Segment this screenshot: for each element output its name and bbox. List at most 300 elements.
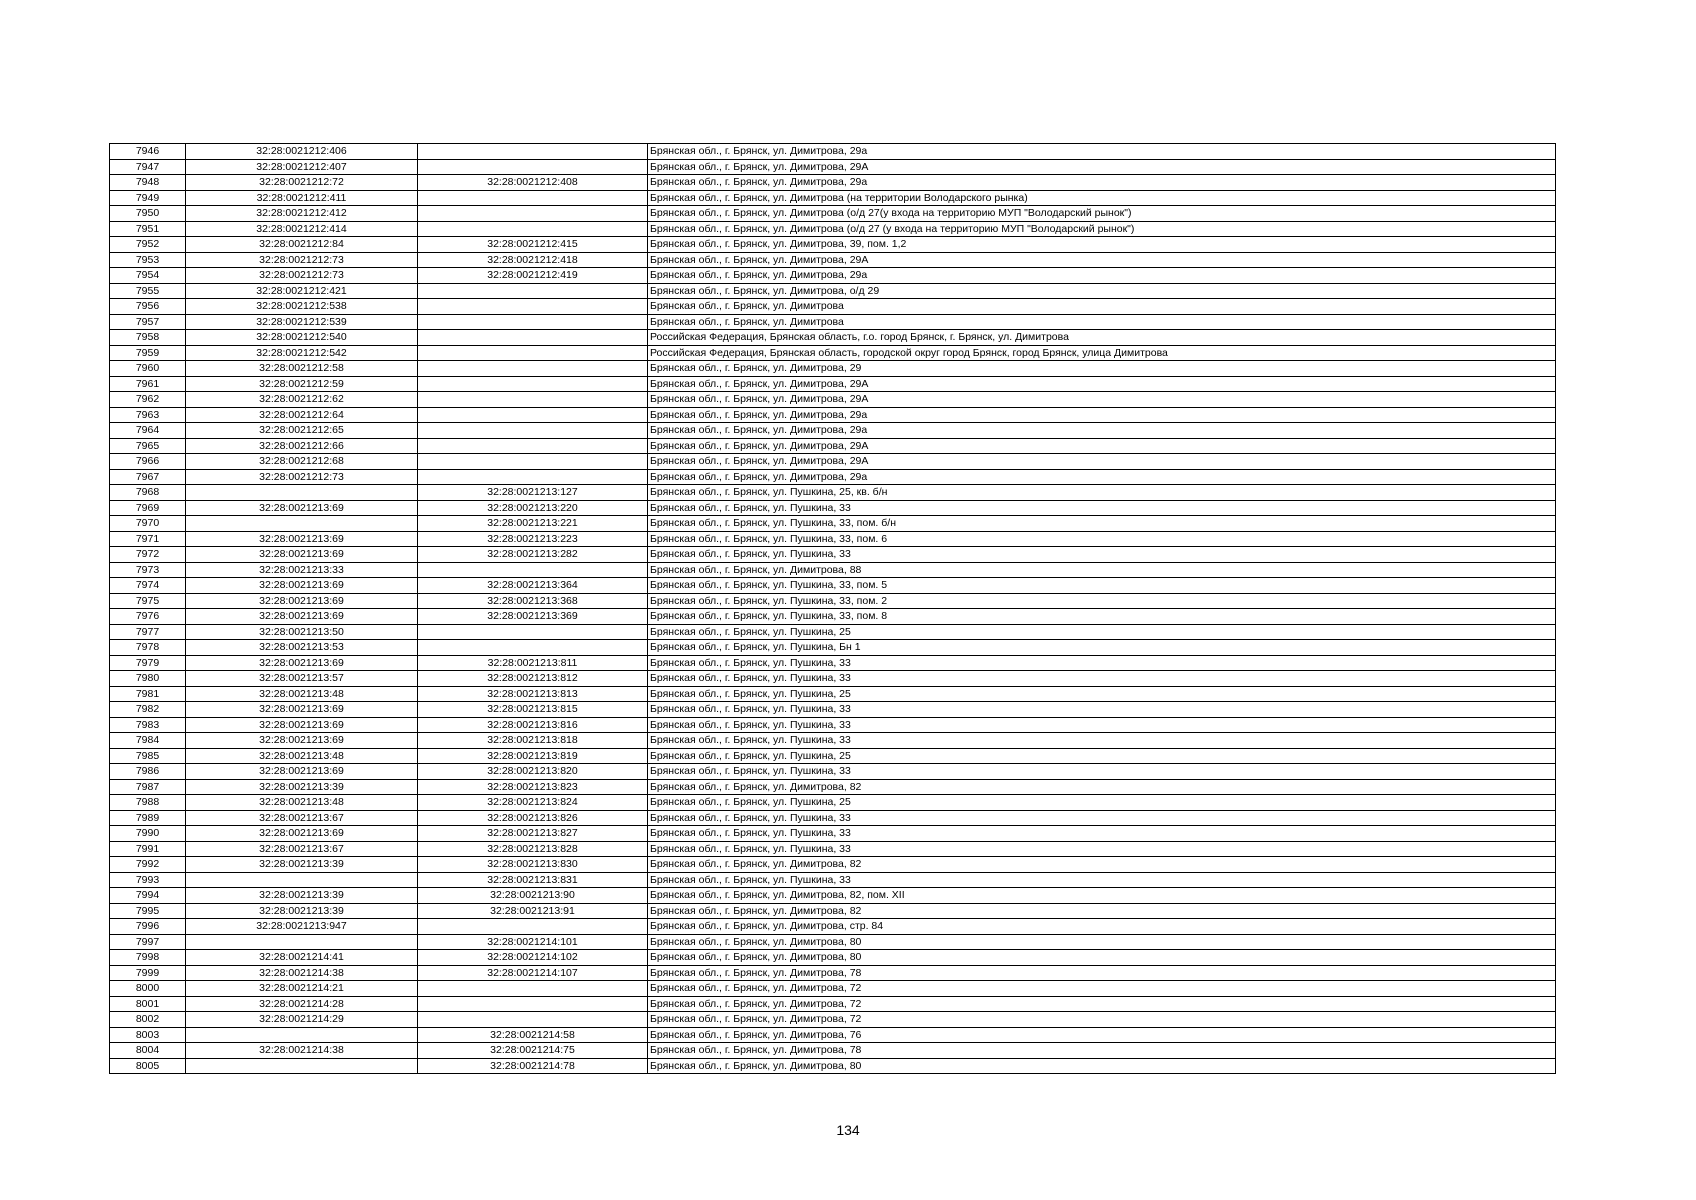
table-row (110, 330, 1556, 346)
object-number-cell: 32:28:0021213:369 (418, 609, 648, 625)
address-cell: Брянская обл., г. Брянск, ул. Пушкина, 33 (648, 702, 1556, 718)
table-row (110, 531, 1556, 547)
address-cell: Брянская обл., г. Брянск, ул. Димитрова, 29А (648, 252, 1556, 268)
parcel-number-cell: 32:28:0021214:21 (186, 981, 418, 997)
row-number-cell: 7957 (110, 314, 186, 330)
row-number-cell: 7962 (110, 392, 186, 408)
object-number-cell (418, 1012, 648, 1028)
table-row (110, 609, 1556, 625)
table-row (110, 888, 1556, 904)
row-number-cell: 7984 (110, 733, 186, 749)
parcel-number-cell: 32:28:0021213:39 (186, 903, 418, 919)
parcel-number-cell: 32:28:0021212:73 (186, 252, 418, 268)
parcel-number-cell (186, 1027, 418, 1043)
table-row (110, 717, 1556, 733)
parcel-number-cell: 32:28:0021212:406 (186, 144, 418, 160)
address-cell: Брянская обл., г. Брянск, ул. Димитрова (о/д 27 (у входа на территорию МУП "Володарский рынок") (648, 221, 1556, 237)
row-number-cell: 7968 (110, 485, 186, 501)
object-number-cell: 32:28:0021213:813 (418, 686, 648, 702)
address-cell: Брянская обл., г. Брянск, ул. Димитрова (на территории Володарского рынка) (648, 190, 1556, 206)
table-row (110, 562, 1556, 578)
address-cell: Брянская обл., г. Брянск, ул. Димитрова, 78 (648, 965, 1556, 981)
parcel-number-cell: 32:28:0021212:414 (186, 221, 418, 237)
table-row (110, 640, 1556, 656)
parcel-number-cell: 32:28:0021212:65 (186, 423, 418, 439)
address-cell: Брянская обл., г. Брянск, ул. Димитрова, 29а (648, 175, 1556, 191)
object-number-cell: 32:28:0021212:415 (418, 237, 648, 253)
address-cell: Брянская обл., г. Брянск, ул. Пушкина, 33 (648, 810, 1556, 826)
page-number: 134 (836, 1122, 860, 1138)
address-cell: Брянская обл., г. Брянск, ул. Димитрова, 80 (648, 934, 1556, 950)
cadastral-table (109, 143, 1556, 1074)
parcel-number-cell: 32:28:0021213:69 (186, 500, 418, 516)
row-number-cell: 7988 (110, 795, 186, 811)
address-cell: Брянская обл., г. Брянск, ул. Димитрова, 82 (648, 779, 1556, 795)
object-number-cell: 32:28:0021213:221 (418, 516, 648, 532)
row-number-cell: 7985 (110, 748, 186, 764)
object-number-cell: 32:28:0021214:102 (418, 950, 648, 966)
parcel-number-cell: 32:28:0021212:84 (186, 237, 418, 253)
row-number-cell: 7987 (110, 779, 186, 795)
object-number-cell: 32:28:0021213:830 (418, 857, 648, 873)
parcel-number-cell: 32:28:0021214:41 (186, 950, 418, 966)
row-number-cell: 7961 (110, 376, 186, 392)
address-cell: Брянская обл., г. Брянск, ул. Димитрова (о/д 27(у входа на территорию МУП "Володарский рынок") (648, 206, 1556, 222)
parcel-number-cell: 32:28:0021213:50 (186, 624, 418, 640)
object-number-cell (418, 919, 648, 935)
address-cell: Брянская обл., г. Брянск, ул. Димитрова, 82, пом. XII (648, 888, 1556, 904)
parcel-number-cell: 32:28:0021213:69 (186, 578, 418, 594)
row-number-cell: 7978 (110, 640, 186, 656)
table-row (110, 1043, 1556, 1059)
parcel-number-cell: 32:28:0021213:69 (186, 717, 418, 733)
parcel-number-cell: 32:28:0021213:947 (186, 919, 418, 935)
object-number-cell (418, 206, 648, 222)
row-number-cell: 7958 (110, 330, 186, 346)
row-number-cell: 7983 (110, 717, 186, 733)
row-number-cell: 7946 (110, 144, 186, 160)
address-cell: Брянская обл., г. Брянск, ул. Димитрова, 82 (648, 903, 1556, 919)
object-number-cell: 32:28:0021213:827 (418, 826, 648, 842)
parcel-number-cell: 32:28:0021212:68 (186, 454, 418, 470)
address-cell: Российская Федерация, Брянская область, городской округ город Брянск, город Брянск, улица Димитрова (648, 345, 1556, 361)
row-number-cell: 7982 (110, 702, 186, 718)
object-number-cell (418, 361, 648, 377)
object-number-cell: 32:28:0021214:101 (418, 934, 648, 950)
object-number-cell (418, 190, 648, 206)
table-row (110, 175, 1556, 191)
address-cell: Брянская обл., г. Брянск, ул. Димитрова, 29А (648, 392, 1556, 408)
object-number-cell (418, 624, 648, 640)
address-cell: Брянская обл., г. Брянск, ул. Пушкина, 33 (648, 826, 1556, 842)
row-number-cell: 7949 (110, 190, 186, 206)
object-number-cell: 32:28:0021213:90 (418, 888, 648, 904)
object-number-cell (418, 438, 648, 454)
object-number-cell (418, 330, 648, 346)
address-cell: Брянская обл., г. Брянск, ул. Пушкина, Бн 1 (648, 640, 1556, 656)
address-cell: Брянская обл., г. Брянск, ул. Димитрова, о/д 29 (648, 283, 1556, 299)
row-number-cell: 7979 (110, 655, 186, 671)
address-cell: Брянская обл., г. Брянск, ул. Пушкина, 33 (648, 671, 1556, 687)
table-row (110, 345, 1556, 361)
row-number-cell: 7947 (110, 159, 186, 175)
parcel-number-cell (186, 485, 418, 501)
table-row (110, 361, 1556, 377)
row-number-cell: 7969 (110, 500, 186, 516)
row-number-cell: 7956 (110, 299, 186, 315)
object-number-cell (418, 392, 648, 408)
object-number-cell: 32:28:0021214:58 (418, 1027, 648, 1043)
parcel-number-cell: 32:28:0021214:28 (186, 996, 418, 1012)
address-cell: Брянская обл., г. Брянск, ул. Димитрова, 29а (648, 423, 1556, 439)
table-row (110, 764, 1556, 780)
parcel-number-cell: 32:28:0021212:59 (186, 376, 418, 392)
row-number-cell: 7999 (110, 965, 186, 981)
object-number-cell (418, 469, 648, 485)
object-number-cell: 32:28:0021212:418 (418, 252, 648, 268)
table-row (110, 872, 1556, 888)
address-cell: Брянская обл., г. Брянск, ул. Пушкина, 25 (648, 686, 1556, 702)
address-cell: Брянская обл., г. Брянск, ул. Димитрова, 29а (648, 407, 1556, 423)
object-number-cell: 32:28:0021213:828 (418, 841, 648, 857)
parcel-number-cell: 32:28:0021213:69 (186, 702, 418, 718)
parcel-number-cell: 32:28:0021213:67 (186, 810, 418, 826)
parcel-number-cell (186, 516, 418, 532)
parcel-number-cell: 32:28:0021212:539 (186, 314, 418, 330)
address-cell: Брянская обл., г. Брянск, ул. Димитрова, 80 (648, 1058, 1556, 1074)
row-number-cell: 7965 (110, 438, 186, 454)
address-cell: Брянская обл., г. Брянск, ул. Димитрова, 29А (648, 159, 1556, 175)
parcel-number-cell: 32:28:0021213:69 (186, 764, 418, 780)
row-number-cell: 7980 (110, 671, 186, 687)
address-cell: Брянская обл., г. Брянск, ул. Димитрова, 80 (648, 950, 1556, 966)
parcel-number-cell: 32:28:0021212:58 (186, 361, 418, 377)
table-row (110, 578, 1556, 594)
row-number-cell: 7950 (110, 206, 186, 222)
parcel-number-cell: 32:28:0021213:67 (186, 841, 418, 857)
parcel-number-cell: 32:28:0021212:538 (186, 299, 418, 315)
parcel-number-cell (186, 1058, 418, 1074)
parcel-number-cell: 32:28:0021213:48 (186, 686, 418, 702)
row-number-cell: 7959 (110, 345, 186, 361)
object-number-cell (418, 423, 648, 439)
parcel-number-cell: 32:28:0021212:542 (186, 345, 418, 361)
cadastral-table-body (110, 144, 1556, 1074)
address-cell: Брянская обл., г. Брянск, ул. Димитрова, 88 (648, 562, 1556, 578)
object-number-cell (418, 345, 648, 361)
row-number-cell: 7995 (110, 903, 186, 919)
address-cell: Брянская обл., г. Брянск, ул. Димитрова, 39, пом. 1,2 (648, 237, 1556, 253)
table-row (110, 593, 1556, 609)
parcel-number-cell: 32:28:0021212:64 (186, 407, 418, 423)
address-cell: Брянская обл., г. Брянск, ул. Пушкина, 33, пом. 2 (648, 593, 1556, 609)
row-number-cell: 7951 (110, 221, 186, 237)
parcel-number-cell: 32:28:0021213:69 (186, 733, 418, 749)
table-row (110, 144, 1556, 160)
object-number-cell (418, 640, 648, 656)
row-number-cell: 8004 (110, 1043, 186, 1059)
object-number-cell (418, 996, 648, 1012)
parcel-number-cell: 32:28:0021212:411 (186, 190, 418, 206)
parcel-number-cell: 32:28:0021213:69 (186, 547, 418, 563)
address-cell: Брянская обл., г. Брянск, ул. Димитрова, 72 (648, 996, 1556, 1012)
parcel-number-cell: 32:28:0021212:412 (186, 206, 418, 222)
row-number-cell: 7977 (110, 624, 186, 640)
row-number-cell: 7990 (110, 826, 186, 842)
row-number-cell: 8003 (110, 1027, 186, 1043)
table-row (110, 950, 1556, 966)
parcel-number-cell: 32:28:0021213:69 (186, 655, 418, 671)
table-row (110, 795, 1556, 811)
object-number-cell: 32:28:0021214:107 (418, 965, 648, 981)
object-number-cell: 32:28:0021212:419 (418, 268, 648, 284)
address-cell: Брянская обл., г. Брянск, ул. Димитрова, 29а (648, 144, 1556, 160)
object-number-cell: 32:28:0021213:816 (418, 717, 648, 733)
table-row (110, 903, 1556, 919)
table-row (110, 748, 1556, 764)
parcel-number-cell: 32:28:0021213:69 (186, 826, 418, 842)
row-number-cell: 7991 (110, 841, 186, 857)
table-row (110, 299, 1556, 315)
parcel-number-cell: 32:28:0021212:73 (186, 268, 418, 284)
row-number-cell: 8000 (110, 981, 186, 997)
row-number-cell: 7972 (110, 547, 186, 563)
object-number-cell: 32:28:0021213:815 (418, 702, 648, 718)
object-number-cell: 32:28:0021213:223 (418, 531, 648, 547)
address-cell: Брянская обл., г. Брянск, ул. Пушкина, 33, пом. б/н (648, 516, 1556, 532)
row-number-cell: 7997 (110, 934, 186, 950)
row-number-cell: 7963 (110, 407, 186, 423)
address-cell: Брянская обл., г. Брянск, ул. Пушкина, 33 (648, 841, 1556, 857)
row-number-cell: 7955 (110, 283, 186, 299)
object-number-cell: 32:28:0021213:820 (418, 764, 648, 780)
address-cell: Брянская обл., г. Брянск, ул. Пушкина, 33 (648, 547, 1556, 563)
table-row (110, 981, 1556, 997)
parcel-number-cell: 32:28:0021213:39 (186, 779, 418, 795)
table-row (110, 423, 1556, 439)
object-number-cell: 32:28:0021213:127 (418, 485, 648, 501)
parcel-number-cell: 32:28:0021212:73 (186, 469, 418, 485)
row-number-cell: 7976 (110, 609, 186, 625)
address-cell: Брянская обл., г. Брянск, ул. Димитрова (648, 314, 1556, 330)
parcel-number-cell: 32:28:0021213:39 (186, 888, 418, 904)
row-number-cell: 7954 (110, 268, 186, 284)
parcel-number-cell (186, 872, 418, 888)
parcel-number-cell: 32:28:0021213:69 (186, 593, 418, 609)
object-number-cell (418, 314, 648, 330)
table-row (110, 1058, 1556, 1074)
table-row (110, 454, 1556, 470)
parcel-number-cell: 32:28:0021212:72 (186, 175, 418, 191)
parcel-number-cell: 32:28:0021213:57 (186, 671, 418, 687)
object-number-cell: 32:28:0021213:823 (418, 779, 648, 795)
row-number-cell: 7952 (110, 237, 186, 253)
address-cell: Брянская обл., г. Брянск, ул. Пушкина, 33 (648, 717, 1556, 733)
table-row (110, 826, 1556, 842)
address-cell: Брянская обл., г. Брянск, ул. Димитрова, 29 (648, 361, 1556, 377)
parcel-number-cell: 32:28:0021213:33 (186, 562, 418, 578)
table-row (110, 965, 1556, 981)
table-row (110, 996, 1556, 1012)
table-row (110, 1012, 1556, 1028)
object-number-cell (418, 407, 648, 423)
object-number-cell (418, 144, 648, 160)
object-number-cell (418, 562, 648, 578)
address-cell: Брянская обл., г. Брянск, ул. Димитрова, 29А (648, 438, 1556, 454)
address-cell: Брянская обл., г. Брянск, ул. Пушкина, 33 (648, 655, 1556, 671)
table-row (110, 221, 1556, 237)
table-row (110, 469, 1556, 485)
table-row (110, 547, 1556, 563)
table-row (110, 655, 1556, 671)
object-number-cell (418, 283, 648, 299)
row-number-cell: 7967 (110, 469, 186, 485)
address-cell: Брянская обл., г. Брянск, ул. Пушкина, 25 (648, 624, 1556, 640)
object-number-cell: 32:28:0021213:818 (418, 733, 648, 749)
address-cell: Брянская обл., г. Брянск, ул. Пушкина, 25 (648, 795, 1556, 811)
address-cell: Брянская обл., г. Брянск, ул. Пушкина, 33, пом. 8 (648, 609, 1556, 625)
table-row (110, 686, 1556, 702)
table-row (110, 283, 1556, 299)
row-number-cell: 7974 (110, 578, 186, 594)
object-number-cell (418, 376, 648, 392)
object-number-cell (418, 159, 648, 175)
parcel-number-cell: 32:28:0021213:48 (186, 795, 418, 811)
object-number-cell (418, 454, 648, 470)
table-row (110, 407, 1556, 423)
table-row (110, 206, 1556, 222)
address-cell: Брянская обл., г. Брянск, ул. Пушкина, 33 (648, 500, 1556, 516)
address-cell: Брянская обл., г. Брянск, ул. Димитрова, стр. 84 (648, 919, 1556, 935)
row-number-cell: 7993 (110, 872, 186, 888)
parcel-number-cell: 32:28:0021214:38 (186, 965, 418, 981)
table-row (110, 268, 1556, 284)
parcel-number-cell: 32:28:0021213:39 (186, 857, 418, 873)
row-number-cell: 7960 (110, 361, 186, 377)
parcel-number-cell: 32:28:0021214:38 (186, 1043, 418, 1059)
table-row (110, 841, 1556, 857)
table-row (110, 733, 1556, 749)
address-cell: Брянская обл., г. Брянск, ул. Димитрова, 29А (648, 454, 1556, 470)
parcel-number-cell (186, 934, 418, 950)
parcel-number-cell: 32:28:0021212:66 (186, 438, 418, 454)
object-number-cell: 32:28:0021213:364 (418, 578, 648, 594)
table-row (110, 671, 1556, 687)
row-number-cell: 8002 (110, 1012, 186, 1028)
row-number-cell: 7966 (110, 454, 186, 470)
address-cell: Брянская обл., г. Брянск, ул. Пушкина, 33, пом. 5 (648, 578, 1556, 594)
address-cell: Брянская обл., г. Брянск, ул. Пушкина, 33 (648, 872, 1556, 888)
object-number-cell: 32:28:0021212:408 (418, 175, 648, 191)
object-number-cell: 32:28:0021213:282 (418, 547, 648, 563)
object-number-cell (418, 981, 648, 997)
parcel-number-cell: 32:28:0021212:407 (186, 159, 418, 175)
row-number-cell: 8001 (110, 996, 186, 1012)
address-cell: Брянская обл., г. Брянск, ул. Димитрова, 82 (648, 857, 1556, 873)
object-number-cell: 32:28:0021213:831 (418, 872, 648, 888)
row-number-cell: 7981 (110, 686, 186, 702)
row-number-cell: 7986 (110, 764, 186, 780)
address-cell: Брянская обл., г. Брянск, ул. Димитрова, 72 (648, 1012, 1556, 1028)
table-row (110, 392, 1556, 408)
object-number-cell: 32:28:0021213:368 (418, 593, 648, 609)
row-number-cell: 7948 (110, 175, 186, 191)
row-number-cell: 7970 (110, 516, 186, 532)
table-row (110, 252, 1556, 268)
table-row (110, 376, 1556, 392)
row-number-cell: 7998 (110, 950, 186, 966)
table-row (110, 857, 1556, 873)
table-row (110, 159, 1556, 175)
parcel-number-cell: 32:28:0021212:421 (186, 283, 418, 299)
address-cell: Брянская обл., г. Брянск, ул. Димитрова, 78 (648, 1043, 1556, 1059)
object-number-cell (418, 299, 648, 315)
object-number-cell: 32:28:0021214:75 (418, 1043, 648, 1059)
table-row (110, 919, 1556, 935)
address-cell: Брянская обл., г. Брянск, ул. Пушкина, 33 (648, 764, 1556, 780)
object-number-cell: 32:28:0021213:91 (418, 903, 648, 919)
row-number-cell: 7975 (110, 593, 186, 609)
object-number-cell: 32:28:0021213:812 (418, 671, 648, 687)
row-number-cell: 7971 (110, 531, 186, 547)
table-row (110, 500, 1556, 516)
object-number-cell: 32:28:0021213:220 (418, 500, 648, 516)
row-number-cell: 7953 (110, 252, 186, 268)
address-cell: Брянская обл., г. Брянск, ул. Димитрова, 72 (648, 981, 1556, 997)
table-row (110, 516, 1556, 532)
address-cell: Брянская обл., г. Брянск, ул. Димитрова, 29А (648, 376, 1556, 392)
address-cell: Российская Федерация, Брянская область, г.о. город Брянск, г. Брянск, ул. Димитрова (648, 330, 1556, 346)
object-number-cell: 32:28:0021213:819 (418, 748, 648, 764)
parcel-number-cell: 32:28:0021213:69 (186, 609, 418, 625)
row-number-cell: 7992 (110, 857, 186, 873)
parcel-number-cell: 32:28:0021214:29 (186, 1012, 418, 1028)
row-number-cell: 7996 (110, 919, 186, 935)
address-cell: Брянская обл., г. Брянск, ул. Димитрова (648, 299, 1556, 315)
table-row (110, 1027, 1556, 1043)
row-number-cell: 7989 (110, 810, 186, 826)
table-row (110, 485, 1556, 501)
address-cell: Брянская обл., г. Брянск, ул. Димитрова, 29а (648, 469, 1556, 485)
row-number-cell: 7994 (110, 888, 186, 904)
parcel-number-cell: 32:28:0021212:62 (186, 392, 418, 408)
address-cell: Брянская обл., г. Брянск, ул. Пушкина, 33 (648, 733, 1556, 749)
address-cell: Брянская обл., г. Брянск, ул. Димитрова, 29а (648, 268, 1556, 284)
table-row (110, 624, 1556, 640)
table-row (110, 438, 1556, 454)
address-cell: Брянская обл., г. Брянск, ул. Димитрова, 76 (648, 1027, 1556, 1043)
object-number-cell (418, 221, 648, 237)
parcel-number-cell: 32:28:0021213:53 (186, 640, 418, 656)
parcel-number-cell: 32:28:0021212:540 (186, 330, 418, 346)
row-number-cell: 7964 (110, 423, 186, 439)
row-number-cell: 7973 (110, 562, 186, 578)
table-row (110, 934, 1556, 950)
table-row (110, 702, 1556, 718)
table-row (110, 237, 1556, 253)
object-number-cell: 32:28:0021213:826 (418, 810, 648, 826)
object-number-cell: 32:28:0021213:811 (418, 655, 648, 671)
object-number-cell: 32:28:0021213:824 (418, 795, 648, 811)
table-row (110, 190, 1556, 206)
table-row (110, 810, 1556, 826)
table-row (110, 779, 1556, 795)
parcel-number-cell: 32:28:0021213:69 (186, 531, 418, 547)
address-cell: Брянская обл., г. Брянск, ул. Пушкина, 25 (648, 748, 1556, 764)
object-number-cell: 32:28:0021214:78 (418, 1058, 648, 1074)
row-number-cell: 8005 (110, 1058, 186, 1074)
address-cell: Брянская обл., г. Брянск, ул. Пушкина, 25, кв. б/н (648, 485, 1556, 501)
